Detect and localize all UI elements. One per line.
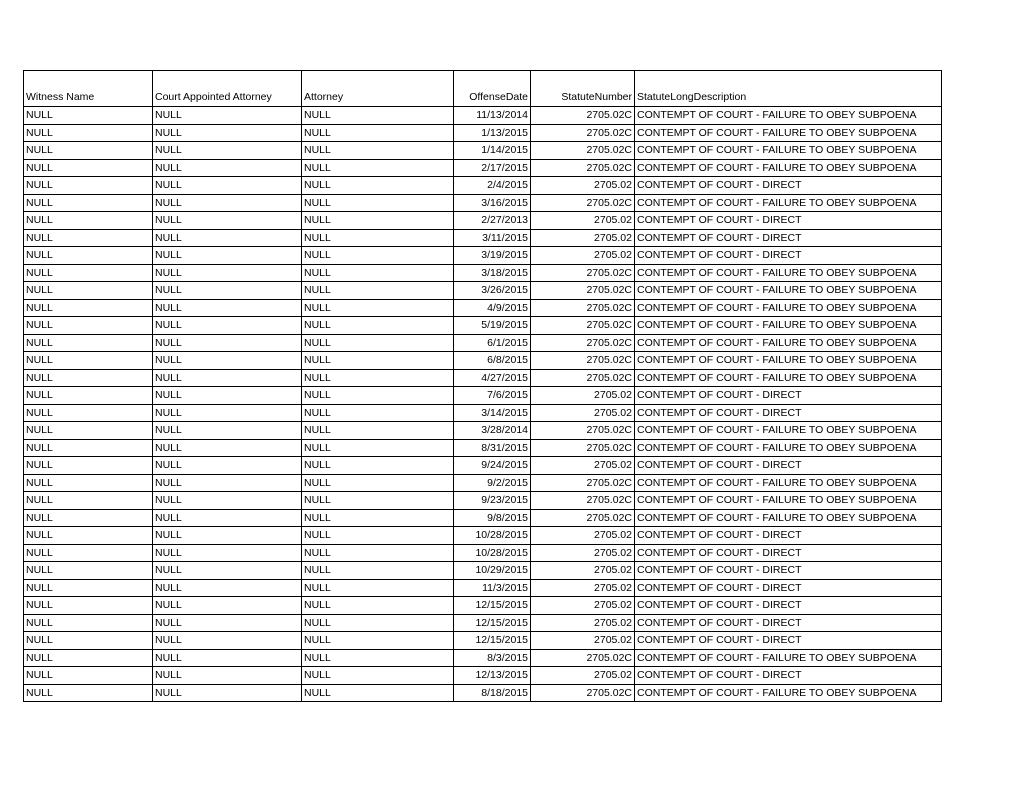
attorney-cell: NULL <box>302 544 454 562</box>
court-appointed-attorney-cell: NULL <box>153 422 302 440</box>
attorney-cell: NULL <box>302 579 454 597</box>
attorney-cell: NULL <box>302 509 454 527</box>
offense-date-cell: 11/13/2014 <box>454 107 531 125</box>
statute-description-cell: CONTEMPT OF COURT - FAILURE TO OBEY SUBPOENA <box>635 124 942 142</box>
attorney-cell: NULL <box>302 387 454 405</box>
statute-description-cell: CONTEMPT OF COURT - FAILURE TO OBEY SUBPOENA <box>635 264 942 282</box>
table-row <box>24 492 942 510</box>
statute-description-cell: CONTEMPT OF COURT - FAILURE TO OBEY SUBPOENA <box>635 282 942 300</box>
statute-number-cell: 2705.02 <box>531 457 635 475</box>
court-appointed-attorney-cell: NULL <box>153 509 302 527</box>
offense-date-cell: 4/9/2015 <box>454 299 531 317</box>
attorney-cell: NULL <box>302 369 454 387</box>
offense-date-cell: 9/2/2015 <box>454 474 531 492</box>
witness-name-cell: NULL <box>24 544 153 562</box>
statute-description-cell: CONTEMPT OF COURT - FAILURE TO OBEY SUBPOENA <box>635 142 942 160</box>
statute-description-cell: CONTEMPT OF COURT - DIRECT <box>635 614 942 632</box>
statute-description-cell: CONTEMPT OF COURT - DIRECT <box>635 544 942 562</box>
attorney-cell: NULL <box>302 352 454 370</box>
col-header-statute-long-description: StatuteLongDescription <box>635 71 942 107</box>
statute-description-cell: CONTEMPT OF COURT - FAILURE TO OBEY SUBPOENA <box>635 492 942 510</box>
table-row <box>24 247 942 265</box>
witness-name-cell: NULL <box>24 317 153 335</box>
offense-date-cell: 2/27/2013 <box>454 212 531 230</box>
witness-name-cell: NULL <box>24 562 153 580</box>
table-row <box>24 684 942 702</box>
table-row <box>24 597 942 615</box>
court-appointed-attorney-cell: NULL <box>153 334 302 352</box>
statute-number-cell: 2705.02 <box>531 597 635 615</box>
statute-description-cell: CONTEMPT OF COURT - DIRECT <box>635 177 942 195</box>
table-row <box>24 177 942 195</box>
witness-name-cell: NULL <box>24 387 153 405</box>
offense-date-cell: 3/18/2015 <box>454 264 531 282</box>
court-appointed-attorney-cell: NULL <box>153 194 302 212</box>
attorney-cell: NULL <box>302 212 454 230</box>
court-appointed-attorney-cell: NULL <box>153 597 302 615</box>
attorney-cell: NULL <box>302 124 454 142</box>
court-appointed-attorney-cell: NULL <box>153 142 302 160</box>
col-header-offense-date: OffenseDate <box>454 71 531 107</box>
table-row <box>24 544 942 562</box>
statute-description-cell: CONTEMPT OF COURT - DIRECT <box>635 667 942 685</box>
statute-number-cell: 2705.02 <box>531 229 635 247</box>
statute-description-cell: CONTEMPT OF COURT - DIRECT <box>635 527 942 545</box>
offense-date-cell: 12/15/2015 <box>454 597 531 615</box>
table-row <box>24 509 942 527</box>
court-appointed-attorney-cell: NULL <box>153 614 302 632</box>
witness-name-cell: NULL <box>24 527 153 545</box>
attorney-cell: NULL <box>302 142 454 160</box>
statute-description-cell: CONTEMPT OF COURT - FAILURE TO OBEY SUBPOENA <box>635 684 942 702</box>
attorney-cell: NULL <box>302 247 454 265</box>
col-header-witness-name: Witness Name <box>24 71 153 107</box>
court-appointed-attorney-cell: NULL <box>153 579 302 597</box>
table-row <box>24 194 942 212</box>
col-header-statute-number: StatuteNumber <box>531 71 635 107</box>
offense-date-cell: 10/29/2015 <box>454 562 531 580</box>
statute-description-cell: CONTEMPT OF COURT - DIRECT <box>635 579 942 597</box>
statute-number-cell: 2705.02C <box>531 369 635 387</box>
court-appointed-attorney-cell: NULL <box>153 352 302 370</box>
offense-date-cell: 4/27/2015 <box>454 369 531 387</box>
attorney-cell: NULL <box>302 527 454 545</box>
court-appointed-attorney-cell: NULL <box>153 387 302 405</box>
court-appointed-attorney-cell: NULL <box>153 107 302 125</box>
witness-name-cell: NULL <box>24 492 153 510</box>
offense-date-cell: 9/24/2015 <box>454 457 531 475</box>
table-row <box>24 439 942 457</box>
court-appointed-attorney-cell: NULL <box>153 177 302 195</box>
attorney-cell: NULL <box>302 649 454 667</box>
court-appointed-attorney-cell: NULL <box>153 264 302 282</box>
witness-name-cell: NULL <box>24 282 153 300</box>
statute-number-cell: 2705.02 <box>531 387 635 405</box>
statute-number-cell: 2705.02C <box>531 264 635 282</box>
attorney-cell: NULL <box>302 474 454 492</box>
offense-date-cell: 2/17/2015 <box>454 159 531 177</box>
statute-number-cell: 2705.02C <box>531 649 635 667</box>
court-appointed-attorney-cell: NULL <box>153 124 302 142</box>
table-row <box>24 159 942 177</box>
statute-number-cell: 2705.02 <box>531 579 635 597</box>
statute-description-cell: CONTEMPT OF COURT - FAILURE TO OBEY SUBPOENA <box>635 509 942 527</box>
table-row <box>24 317 942 335</box>
attorney-cell: NULL <box>302 334 454 352</box>
attorney-cell: NULL <box>302 317 454 335</box>
table-row <box>24 142 942 160</box>
header-row <box>24 71 942 107</box>
witness-name-cell: NULL <box>24 299 153 317</box>
court-appointed-attorney-cell: NULL <box>153 439 302 457</box>
table-row <box>24 457 942 475</box>
court-appointed-attorney-cell: NULL <box>153 544 302 562</box>
statute-description-cell: CONTEMPT OF COURT - FAILURE TO OBEY SUBPOENA <box>635 299 942 317</box>
statute-description-cell: CONTEMPT OF COURT - FAILURE TO OBEY SUBPOENA <box>635 194 942 212</box>
statute-number-cell: 2705.02C <box>531 439 635 457</box>
court-appointed-attorney-cell: NULL <box>153 649 302 667</box>
offense-date-cell: 9/8/2015 <box>454 509 531 527</box>
court-appointed-attorney-cell: NULL <box>153 562 302 580</box>
witness-name-cell: NULL <box>24 212 153 230</box>
witness-name-cell: NULL <box>24 632 153 650</box>
statute-description-cell: CONTEMPT OF COURT - DIRECT <box>635 632 942 650</box>
court-appointed-attorney-cell: NULL <box>153 212 302 230</box>
statute-description-cell: CONTEMPT OF COURT - DIRECT <box>635 562 942 580</box>
statute-number-cell: 2705.02 <box>531 632 635 650</box>
statute-number-cell: 2705.02 <box>531 177 635 195</box>
statute-number-cell: 2705.02 <box>531 667 635 685</box>
offense-date-cell: 6/8/2015 <box>454 352 531 370</box>
attorney-cell: NULL <box>302 614 454 632</box>
court-appointed-attorney-cell: NULL <box>153 369 302 387</box>
witness-name-cell: NULL <box>24 159 153 177</box>
offense-date-cell: 1/13/2015 <box>454 124 531 142</box>
statute-number-cell: 2705.02 <box>531 614 635 632</box>
statute-description-cell: CONTEMPT OF COURT - FAILURE TO OBEY SUBPOENA <box>635 107 942 125</box>
witness-name-cell: NULL <box>24 649 153 667</box>
statute-description-cell: CONTEMPT OF COURT - FAILURE TO OBEY SUBPOENA <box>635 439 942 457</box>
statute-number-cell: 2705.02C <box>531 299 635 317</box>
witness-name-cell: NULL <box>24 369 153 387</box>
offense-date-cell: 11/3/2015 <box>454 579 531 597</box>
statute-number-cell: 2705.02C <box>531 142 635 160</box>
statute-number-cell: 2705.02C <box>531 509 635 527</box>
table-row <box>24 124 942 142</box>
witness-name-cell: NULL <box>24 124 153 142</box>
statute-number-cell: 2705.02C <box>531 124 635 142</box>
data-table <box>23 70 942 702</box>
attorney-cell: NULL <box>302 194 454 212</box>
court-appointed-attorney-cell: NULL <box>153 632 302 650</box>
table-row <box>24 264 942 282</box>
table-row <box>24 299 942 317</box>
statute-number-cell: 2705.02C <box>531 422 635 440</box>
offense-date-cell: 7/6/2015 <box>454 387 531 405</box>
court-appointed-attorney-cell: NULL <box>153 684 302 702</box>
offense-date-cell: 8/18/2015 <box>454 684 531 702</box>
offense-date-cell: 3/14/2015 <box>454 404 531 422</box>
statute-number-cell: 2705.02C <box>531 107 635 125</box>
witness-name-cell: NULL <box>24 107 153 125</box>
attorney-cell: NULL <box>302 632 454 650</box>
statute-description-cell: CONTEMPT OF COURT - FAILURE TO OBEY SUBPOENA <box>635 159 942 177</box>
witness-name-cell: NULL <box>24 247 153 265</box>
witness-name-cell: NULL <box>24 229 153 247</box>
table-row <box>24 614 942 632</box>
offense-date-cell: 1/14/2015 <box>454 142 531 160</box>
offense-date-cell: 12/13/2015 <box>454 667 531 685</box>
statute-number-cell: 2705.02C <box>531 492 635 510</box>
statute-number-cell: 2705.02 <box>531 247 635 265</box>
table-row <box>24 334 942 352</box>
attorney-cell: NULL <box>302 457 454 475</box>
statute-description-cell: CONTEMPT OF COURT - FAILURE TO OBEY SUBPOENA <box>635 334 942 352</box>
table-row <box>24 212 942 230</box>
table-row <box>24 579 942 597</box>
attorney-cell: NULL <box>302 439 454 457</box>
table-row <box>24 369 942 387</box>
statute-description-cell: CONTEMPT OF COURT - DIRECT <box>635 387 942 405</box>
statute-number-cell: 2705.02 <box>531 404 635 422</box>
table-row <box>24 404 942 422</box>
offense-date-cell: 12/15/2015 <box>454 632 531 650</box>
witness-name-cell: NULL <box>24 474 153 492</box>
statute-number-cell: 2705.02C <box>531 282 635 300</box>
statute-description-cell: CONTEMPT OF COURT - FAILURE TO OBEY SUBPOENA <box>635 422 942 440</box>
offense-date-cell: 3/19/2015 <box>454 247 531 265</box>
table-row <box>24 422 942 440</box>
statute-description-cell: CONTEMPT OF COURT - DIRECT <box>635 212 942 230</box>
statute-description-cell: CONTEMPT OF COURT - DIRECT <box>635 229 942 247</box>
col-header-attorney: Attorney <box>302 71 454 107</box>
court-appointed-attorney-cell: NULL <box>153 317 302 335</box>
witness-name-cell: NULL <box>24 422 153 440</box>
attorney-cell: NULL <box>302 684 454 702</box>
attorney-cell: NULL <box>302 107 454 125</box>
witness-name-cell: NULL <box>24 579 153 597</box>
witness-name-cell: NULL <box>24 667 153 685</box>
witness-name-cell: NULL <box>24 334 153 352</box>
statute-description-cell: CONTEMPT OF COURT - DIRECT <box>635 404 942 422</box>
statute-number-cell: 2705.02C <box>531 159 635 177</box>
attorney-cell: NULL <box>302 282 454 300</box>
court-appointed-attorney-cell: NULL <box>153 457 302 475</box>
court-appointed-attorney-cell: NULL <box>153 247 302 265</box>
offense-date-cell: 3/11/2015 <box>454 229 531 247</box>
witness-name-cell: NULL <box>24 404 153 422</box>
witness-name-cell: NULL <box>24 509 153 527</box>
table-row <box>24 667 942 685</box>
statute-description-cell: CONTEMPT OF COURT - FAILURE TO OBEY SUBPOENA <box>635 474 942 492</box>
table-row <box>24 229 942 247</box>
offense-date-cell: 8/31/2015 <box>454 439 531 457</box>
court-appointed-attorney-cell: NULL <box>153 474 302 492</box>
witness-name-cell: NULL <box>24 439 153 457</box>
offense-date-cell: 3/28/2014 <box>454 422 531 440</box>
witness-name-cell: NULL <box>24 684 153 702</box>
witness-name-cell: NULL <box>24 177 153 195</box>
statute-number-cell: 2705.02C <box>531 684 635 702</box>
offense-date-cell: 6/1/2015 <box>454 334 531 352</box>
offense-date-cell: 2/4/2015 <box>454 177 531 195</box>
table-row <box>24 649 942 667</box>
table-row <box>24 387 942 405</box>
table-row <box>24 282 942 300</box>
table-row <box>24 474 942 492</box>
spreadsheet-table <box>23 70 942 702</box>
table-row <box>24 632 942 650</box>
statute-number-cell: 2705.02 <box>531 212 635 230</box>
court-appointed-attorney-cell: NULL <box>153 299 302 317</box>
court-appointed-attorney-cell: NULL <box>153 492 302 510</box>
attorney-cell: NULL <box>302 299 454 317</box>
offense-date-cell: 3/26/2015 <box>454 282 531 300</box>
table-row <box>24 352 942 370</box>
offense-date-cell: 5/19/2015 <box>454 317 531 335</box>
offense-date-cell: 8/3/2015 <box>454 649 531 667</box>
witness-name-cell: NULL <box>24 614 153 632</box>
statute-number-cell: 2705.02C <box>531 334 635 352</box>
table-row <box>24 107 942 125</box>
witness-name-cell: NULL <box>24 194 153 212</box>
statute-number-cell: 2705.02C <box>531 474 635 492</box>
witness-name-cell: NULL <box>24 457 153 475</box>
statute-description-cell: CONTEMPT OF COURT - FAILURE TO OBEY SUBPOENA <box>635 317 942 335</box>
attorney-cell: NULL <box>302 264 454 282</box>
statute-description-cell: CONTEMPT OF COURT - DIRECT <box>635 247 942 265</box>
court-appointed-attorney-cell: NULL <box>153 527 302 545</box>
statute-description-cell: CONTEMPT OF COURT - DIRECT <box>635 457 942 475</box>
offense-date-cell: 10/28/2015 <box>454 544 531 562</box>
attorney-cell: NULL <box>302 177 454 195</box>
attorney-cell: NULL <box>302 422 454 440</box>
court-appointed-attorney-cell: NULL <box>153 667 302 685</box>
statute-number-cell: 2705.02 <box>531 544 635 562</box>
statute-description-cell: CONTEMPT OF COURT - DIRECT <box>635 597 942 615</box>
court-appointed-attorney-cell: NULL <box>153 229 302 247</box>
witness-name-cell: NULL <box>24 142 153 160</box>
attorney-cell: NULL <box>302 562 454 580</box>
statute-number-cell: 2705.02C <box>531 194 635 212</box>
attorney-cell: NULL <box>302 229 454 247</box>
statute-number-cell: 2705.02 <box>531 562 635 580</box>
court-appointed-attorney-cell: NULL <box>153 404 302 422</box>
statute-description-cell: CONTEMPT OF COURT - FAILURE TO OBEY SUBPOENA <box>635 352 942 370</box>
table-body <box>24 107 942 702</box>
attorney-cell: NULL <box>302 492 454 510</box>
statute-description-cell: CONTEMPT OF COURT - FAILURE TO OBEY SUBPOENA <box>635 649 942 667</box>
witness-name-cell: NULL <box>24 352 153 370</box>
attorney-cell: NULL <box>302 404 454 422</box>
statute-number-cell: 2705.02C <box>531 317 635 335</box>
table-row <box>24 527 942 545</box>
attorney-cell: NULL <box>302 159 454 177</box>
court-appointed-attorney-cell: NULL <box>153 282 302 300</box>
statute-description-cell: CONTEMPT OF COURT - FAILURE TO OBEY SUBPOENA <box>635 369 942 387</box>
offense-date-cell: 10/28/2015 <box>454 527 531 545</box>
offense-date-cell: 3/16/2015 <box>454 194 531 212</box>
statute-number-cell: 2705.02 <box>531 527 635 545</box>
col-header-court-appointed-attorney: Court Appointed Attorney <box>153 71 302 107</box>
offense-date-cell: 12/15/2015 <box>454 614 531 632</box>
witness-name-cell: NULL <box>24 597 153 615</box>
attorney-cell: NULL <box>302 667 454 685</box>
statute-number-cell: 2705.02C <box>531 352 635 370</box>
witness-name-cell: NULL <box>24 264 153 282</box>
attorney-cell: NULL <box>302 597 454 615</box>
table-row <box>24 562 942 580</box>
court-appointed-attorney-cell: NULL <box>153 159 302 177</box>
offense-date-cell: 9/23/2015 <box>454 492 531 510</box>
